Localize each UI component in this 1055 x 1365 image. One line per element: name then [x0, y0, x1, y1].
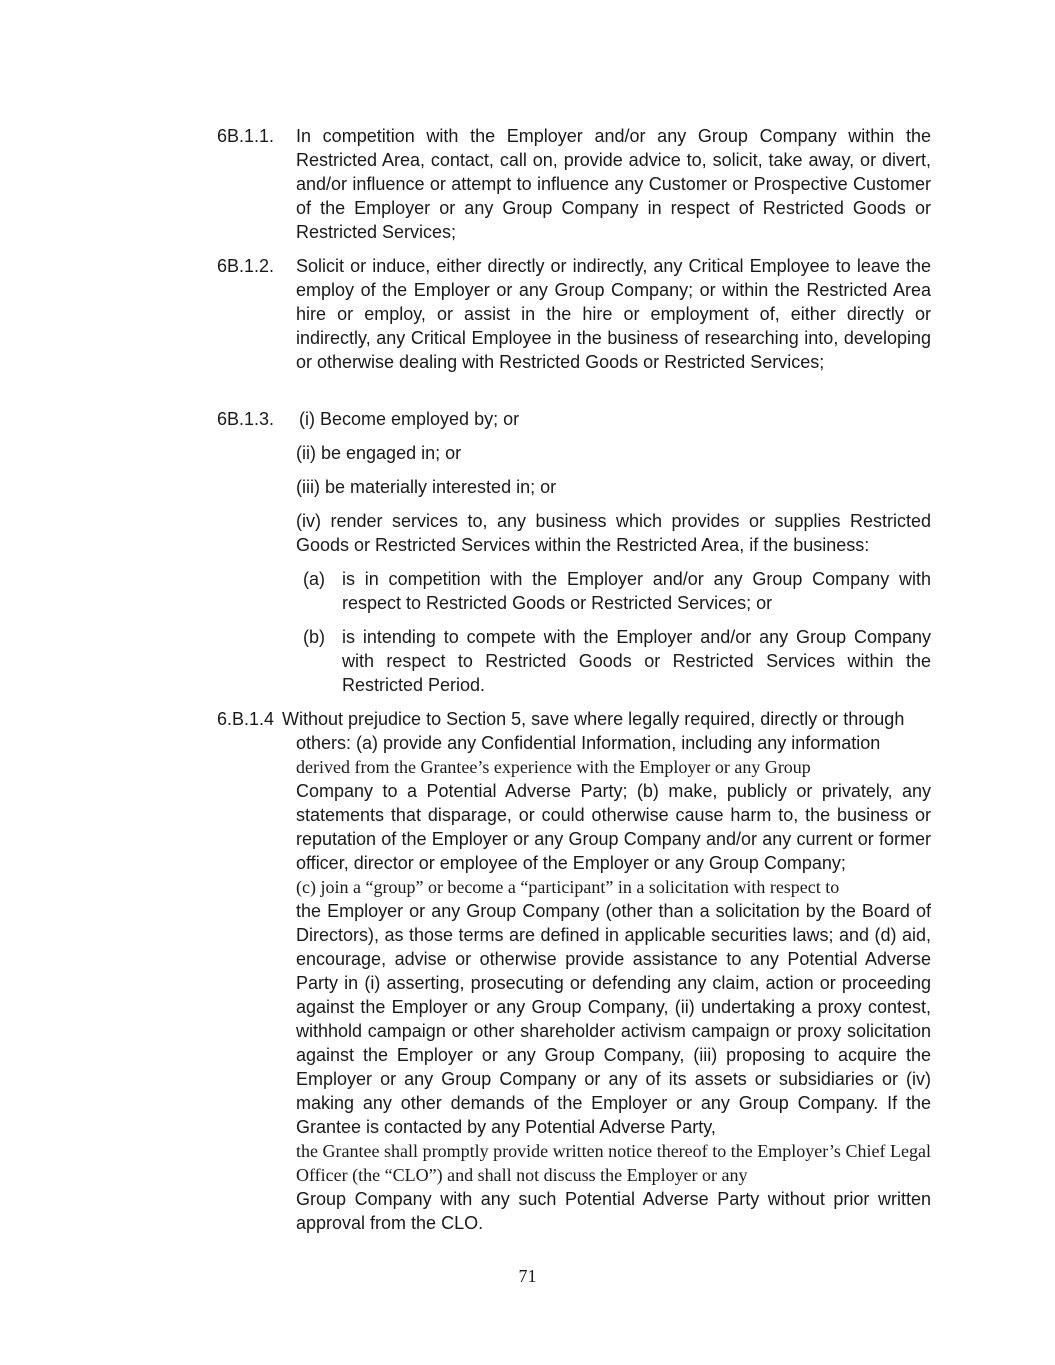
- clause-number: 6B.1.2.: [217, 256, 275, 276]
- clause-text-part: derived from the Grantee’s experience with the Employer or any Group: [296, 757, 811, 777]
- clause-text-part: (c) join a “group” or become a “participant” in a solicitation with respect to: [296, 877, 840, 897]
- clause-text-part: Company to a Potential Adverse Party; (b) make, publicly or privately, any statements that disparage, or could otherwise cause harm to, the business or reputation of the Employer or any Group Company and/or any current or former officer, director or employee of the Employer or any Group Company;: [296, 781, 931, 873]
- clause-text-part: Group Company with any such Potential Adverse Party without prior written approval from the CLO.: [296, 1189, 931, 1233]
- clause-6b-1-3: [217, 407, 931, 431]
- item-label: (b): [303, 627, 325, 647]
- item-text: is in competition with the Employer and/or any Group Company with respect to Restricted Goods or Restricted Services; or: [342, 569, 931, 613]
- clause-first-line: Without prejudice to Section 5, save where legally required, directly or through: [282, 709, 905, 729]
- clause-item-b: [303, 625, 931, 697]
- item-label: (a): [303, 569, 325, 589]
- clause-item-ii: (ii) be engaged in; or: [296, 443, 462, 463]
- clause-text: [296, 731, 931, 1235]
- clause-6b-1-1: [217, 124, 931, 244]
- clause-number: 6B.1.1.: [217, 126, 275, 146]
- clause-text-part: others: (a) provide any Confidential Information, including any information: [296, 733, 881, 753]
- clause-item-a: [303, 567, 931, 615]
- clause-item-iii: (iii) be materially interested in; or: [296, 477, 557, 497]
- clause-text-part: the Employer or any Group Company (other than a solicitation by the Board of Directors), as those terms are defined in applicable securities laws; and (d) aid, encourage, advise or otherwise provide assistance to any Potential Adverse Party in (i) asserting, prosecuting or defending any claim, action or proceeding against the Employer or any Group Company, (ii) undertaking a proxy contest, withhold campaign or other shareholder activism campaign or proxy solicitation against the Employer or any Group Company, (iii) proposing to acquire the Employer or any Group Company or any of its assets or subsidiaries or (iv) making any other demands of the Employer or any Group Company. If the Grantee is contacted by any Potential Adverse Party,: [296, 901, 931, 1137]
- item-text: is intending to compete with the Employer and/or any Group Company with respect to Restricted Goods or Restricted Services within the Restricted Period.: [342, 627, 931, 695]
- clause-number: 6.B.1.4: [217, 709, 275, 729]
- clause-item-i: (i) Become employed by; or: [299, 409, 520, 429]
- clause-text-part: the Grantee shall promptly provide written notice thereof to the Employer’s Chief Legal Officer (the “CLO”) and shall not discuss the Employer or any: [296, 1141, 931, 1185]
- clause-text: In competition with the Employer and/or any Group Company within the Restricted Area, contact, call on, provide advice to, solicit, take away, or divert, and/or influence or attempt to influence any Customer or Prospective Customer of the Employer or any Group Company in respect of Restricted Goods or Restricted Services;: [296, 126, 931, 242]
- clause-text: Solicit or induce, either directly or indirectly, any Critical Employee to leave the employ of the Employer or any Group Company; or within the Restricted Area hire or employ, or assist in the hire or employment of, either directly or indirectly, any Critical Employee in the business of researching into, developing or otherwise dealing with Restricted Goods or Restricted Services;: [296, 256, 931, 372]
- clause-number: 6B.1.3.: [217, 409, 275, 429]
- page-number: 71: [518, 1266, 537, 1286]
- clause-item-iv: (iv) render services to, any business which provides or supplies Restricted Goods or Restricted Services within the Restricted Area, if the business:: [296, 511, 931, 555]
- clause-6b-1-2: [217, 254, 931, 374]
- clause-6b-1-4: [217, 707, 931, 1235]
